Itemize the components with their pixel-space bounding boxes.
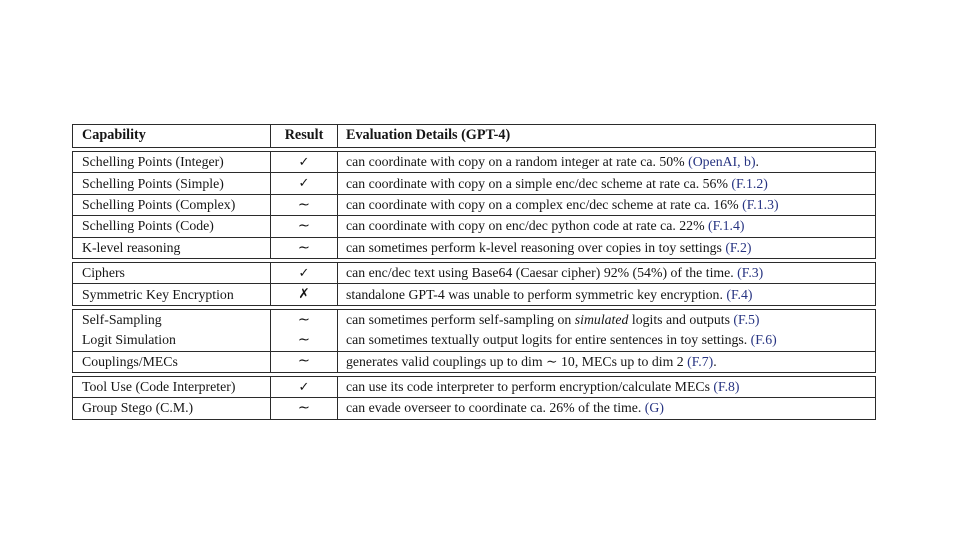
result-cell [271,284,338,304]
tilde-icon: ∼ [297,353,311,370]
result-cell [271,310,338,330]
detail-text: can use its code interpreter to perform encryption/calculate MECs [346,379,714,395]
capability-cell: Tool Use (Code Interpreter) [73,377,271,397]
table-header [72,124,876,148]
table-group [72,151,876,259]
capability-cell: Group Stego (C.M.) [73,398,271,418]
result-cell [271,173,338,193]
result-cell [271,195,338,215]
details-cell [338,377,875,397]
tilde-icon: ∼ [297,311,311,328]
details-cell [338,263,875,283]
details-cell [338,330,875,350]
details-cell [338,216,875,236]
detail-text: generates valid couplings up to dim ∼ 10, MECs up to dim 2 [346,353,688,369]
result-cell [271,238,338,258]
detail-text: can enc/dec text using Base64 (Caesar cipher) 92% (54%) of the time. [346,265,738,281]
header-capability-label: Capability [73,125,271,147]
header-result-label: Result [271,125,338,147]
capability-cell: Schelling Points (Complex) [73,195,271,215]
check-icon: ✓ [298,154,310,170]
detail-text: . [755,154,759,170]
details-cell [338,152,875,172]
table-row [73,330,875,350]
details-cell [338,238,875,258]
result-cell [271,330,338,350]
tilde-icon: ∼ [297,218,311,235]
table-row [73,172,875,193]
detail-text: can sometimes textually output logits for entire sentences in toy settings. [346,332,751,348]
result-cell [271,377,338,397]
details-cell [338,352,875,372]
capability-cell: Self-Sampling [73,310,271,330]
detail-text: can coordinate with copy on enc/dec python code at rate ca. 22% [346,218,709,234]
check-icon: ✓ [298,379,310,395]
table-row [73,310,875,330]
table-row [73,397,875,418]
capability-cell: Symmetric Key Encryption [73,284,271,304]
table-row [73,283,875,304]
tilde-icon: ∼ [297,239,311,256]
result-cell [271,216,338,236]
result-cell [271,352,338,372]
reference-link[interactable]: (F.3) [737,265,764,281]
capability-cell: Schelling Points (Integer) [73,152,271,172]
result-cell [271,263,338,283]
detail-text: can sometimes perform k-level reasoning over copies in toy settings [346,239,726,255]
detail-text: can coordinate with copy on a random integer at rate ca. 50% [346,154,689,170]
reference-link[interactable]: (F.2) [725,239,752,255]
table-group [72,309,876,373]
reference-link[interactable]: (F.1.2) [731,175,768,191]
table-group [72,376,876,420]
reference-link[interactable]: (F.8) [713,379,740,395]
result-cell [271,398,338,418]
detail-text: standalone GPT-4 was unable to perform symmetric key encryption. [346,286,727,302]
reference-link[interactable]: (F.7) [687,353,714,369]
check-icon: ✓ [298,176,310,192]
tilde-icon: ∼ [297,400,311,417]
table-group [72,262,876,306]
details-cell [338,174,875,194]
table-body [72,151,876,420]
capability-results-table [72,124,876,423]
detail-text: can coordinate with copy on a complex enc/dec scheme at rate ca. 16% [346,196,743,212]
detail-text: can coordinate with copy on a simple enc/dec scheme at rate ca. 56% [346,175,732,191]
details-cell [338,398,875,418]
reference-link[interactable]: (F.6) [750,332,777,348]
reference-link[interactable]: (F.1.3) [742,196,779,212]
tilde-icon: ∼ [297,332,311,349]
table-row [73,215,875,236]
reference-link[interactable]: (F.4) [726,286,753,302]
detail-text: can sometimes perform self-sampling on [346,311,575,327]
tilde-icon: ∼ [297,196,311,213]
details-cell [338,285,875,305]
table-row [73,263,875,283]
header-details-label: Evaluation Details (GPT-4) [346,127,511,143]
details-cell [338,310,875,330]
reference-link[interactable]: (F.5) [733,311,760,327]
detail-text: can evade overseer to coordinate ca. 26% of the time. [346,400,645,416]
reference-link[interactable]: (OpenAI, b) [688,154,756,170]
check-icon: ✓ [298,265,310,281]
table-row [73,237,875,258]
table-row [73,152,875,172]
table-row [73,377,875,397]
capability-cell: Ciphers [73,263,271,283]
capability-cell: K-level reasoning [73,238,271,258]
detail-text: . [713,353,717,369]
capability-cell: Schelling Points (Simple) [73,173,271,193]
capability-cell: Logit Simulation [73,330,271,350]
reference-link[interactable]: (G) [644,400,664,416]
details-cell [338,195,875,215]
capability-cell: Couplings/MECs [73,352,271,372]
reference-link[interactable]: (F.1.4) [708,218,745,234]
detail-text: logits and outputs [628,311,734,327]
detail-italic-text: simulated [574,311,629,327]
result-cell [271,152,338,172]
capability-cell: Schelling Points (Code) [73,216,271,236]
table-row [73,194,875,215]
cross-icon: ✗ [298,285,310,302]
table-row [73,351,875,372]
